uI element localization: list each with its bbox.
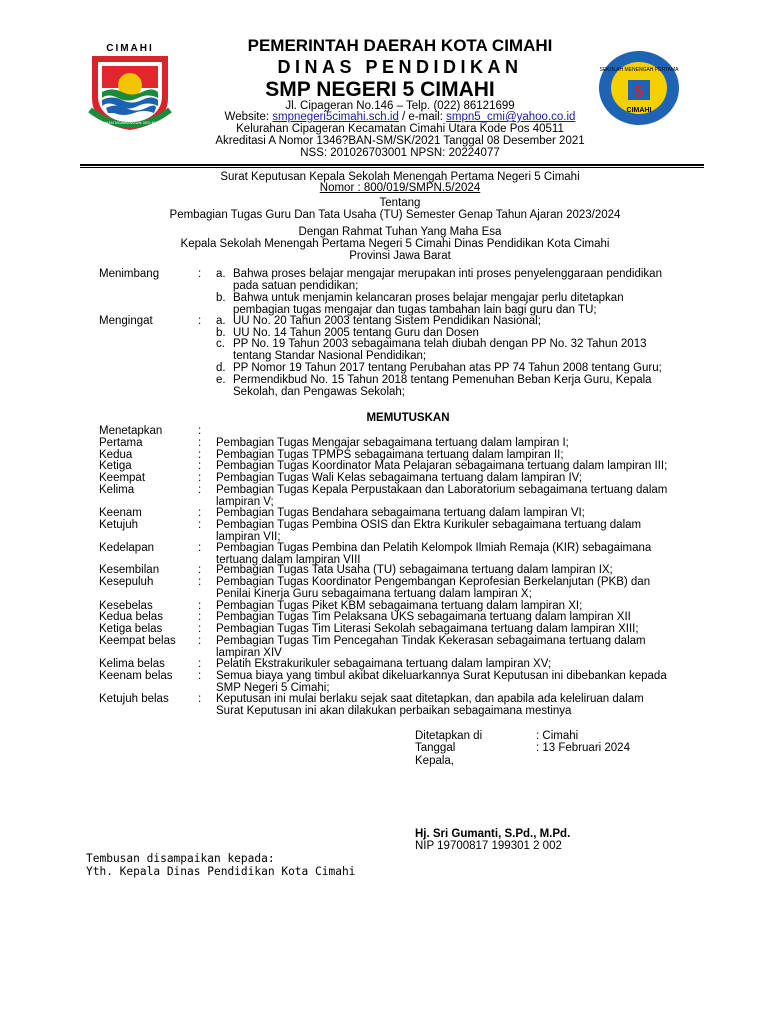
mengingat-mark: b. [216, 327, 226, 339]
decision-text: Pembagian Tugas Bendahara sebagaimana tertuang dalam lampiran VI; [216, 507, 585, 519]
decision-label: Kedelapan [99, 542, 154, 554]
decision-text: Pembagian Tugas Koordinator Mata Pelajaran sebagaimana tertuang dalam lampiran III; [216, 460, 668, 472]
decision-text: Pembagian Tugas TPMPS sebagaimana tertuang dalam lampiran II; [216, 449, 564, 461]
decision-colon: : [198, 635, 202, 647]
mengingat-mark: e. [216, 374, 226, 386]
decision-colon: : [198, 484, 202, 496]
decision-label: Kelima belas [99, 658, 165, 670]
logo-left-title: CIMAHI [106, 43, 154, 54]
ditetapkan-value: : Cimahi [536, 730, 579, 742]
decision-label: Ketiga [99, 460, 132, 472]
mengingat-label: Mengingat [99, 315, 153, 327]
decision-colon: : [198, 693, 202, 705]
decision-colon: : [198, 542, 202, 554]
tembusan-recipient: Yth. Kepala Dinas Pendidikan Kota Cimahi [86, 865, 356, 878]
mengingat-item: PP Nomor 19 Tahun 2017 tentang Perubahan atas PP 74 Tahun 2008 tentang Guru; [233, 362, 662, 374]
ditetapkan-label: Ditetapkan di [415, 730, 483, 742]
signatory-nip: NIP 19700817 199301 2 002 [415, 840, 562, 852]
decision-label: Kedua [99, 449, 133, 461]
decision-label: Kelima [99, 484, 135, 496]
decision-label: Kesembilan [99, 564, 160, 576]
decree-kepala: Kepala Sekolah Menengah Pertama Negeri 5 Cimahi Dinas Pendidikan Kota Cimahi [180, 238, 610, 250]
menimbang-item: Bahwa untuk menjamin kelancaran proses belajar mengajar perlu ditetapkan [233, 292, 624, 304]
mengingat-item: Permendikbud No. 15 Tahun 2018 tentang Pemenuhan Beban Kerja Guru, Kepala [233, 374, 652, 386]
tanggal-value: : 13 Februari 2024 [536, 742, 630, 754]
header-divider [80, 164, 704, 166]
menimbang-item-cont: pembagian tugas mengajar dan tugas tambahan lain bagi guru dan TU; [233, 304, 597, 316]
decision-text: Semua biaya yang timbul akibat dikeluarkannya Surat Keputusan ini dibebankan kepada [216, 670, 667, 682]
header-government: PEMERINTAH DAERAH KOTA CIMAHI [247, 36, 553, 55]
decision-text: Pembagian Tugas Wali Kelas sebagaimana tertuang dalam lampiran IV; [216, 472, 583, 484]
header-department: DINAS PENDIDIKAN [277, 57, 523, 77]
decision-colon: : [198, 658, 202, 670]
decision-label: Kesepuluh [99, 576, 154, 588]
decision-text: Pembagian Tugas Tim Pelaksana UKS sebagaimana tertuang dalam lampiran XII [216, 611, 631, 623]
decision-text: Pembagian Tugas Tata Usaha (TU) sebagaimana tertuang dalam lampiran IX; [216, 564, 613, 576]
decision-text-cont: lampiran VII; [216, 531, 281, 543]
decision-label: Kesebelas [99, 600, 153, 612]
decision-text: Pelatih Ekstrakurikuler sebagaimana tertuang dalam lampiran XV; [216, 658, 552, 670]
mengingat-mark: d. [216, 362, 226, 374]
menimbang-mark: b. [216, 292, 226, 304]
memutuskan-heading: MEMUTUSKAN [366, 412, 450, 424]
decision-colon: : [198, 519, 202, 531]
menimbang-mark: a. [216, 268, 226, 280]
decision-text-cont: lampiran XIV [216, 647, 282, 659]
email-label: / e-mail: [398, 111, 447, 123]
decision-colon: : [198, 507, 202, 519]
decision-text-cont: Surat Keputusan ini akan dilakukan perbaikan sebagaimana mestinya [216, 705, 572, 717]
decision-text-cont: lampiran V; [216, 496, 274, 508]
menimbang-colon: : [198, 268, 202, 280]
decision-text: Pembagian Tugas Kepala Perpustakaan dan Laboratorium sebagaimana tertuang dalam [216, 484, 668, 496]
decision-label: Keenam [99, 507, 142, 519]
logo-right-caption: SEKOLAH MENENGAH PERTAMA [599, 67, 679, 73]
header-school-name: SMP NEGERI 5 CIMAHI [265, 78, 495, 101]
decision-text: Pembagian Tugas Pembina dan Pelatih Kelompok Ilmiah Remaja (KIR) sebagaimana [216, 542, 652, 554]
decision-colon: : [198, 670, 202, 682]
header-nss: NSS: 201026703001 NPSN: 20224077 [300, 147, 500, 159]
decree-number [150, 182, 650, 194]
kepala-title: Kepala, [415, 755, 455, 767]
decision-colon: : [198, 437, 202, 449]
menimbang-item: Bahwa proses belajar mengajar merupakan inti proses penyelenggaraan pendidikan [233, 268, 662, 280]
logo-right-city: CIMAHI [626, 107, 652, 114]
decree-provinsi: Provinsi Jawa Barat [349, 250, 451, 262]
decision-text-cont: Penilai Kinerja Guru sebagaimana tertuang dalam lampiran X; [216, 588, 532, 600]
header-address: Jl. Cipageran No.146 – Telp. (022) 86121699 [285, 100, 515, 112]
decision-colon: : [198, 472, 202, 484]
mengingat-item: PP No. 19 Tahun 2003 sebagaimana telah diubah dengan PP No. 32 Tahun 2013 [233, 338, 647, 350]
mengingat-colon: : [198, 315, 202, 327]
header-kelurahan: Kelurahan Cipageran Kecamatan Cimahi Utara Kode Pos 40511 [236, 123, 564, 135]
logo-right-number: 5 [634, 84, 644, 101]
decision-colon: : [198, 576, 202, 588]
decision-label: Ketiga belas [99, 623, 163, 635]
decree-title: Surat Keputusan Kepala Sekolah Menengah Pertama Negeri 5 Cimahi [220, 171, 580, 183]
decision-colon: : [198, 623, 202, 635]
website-link[interactable]: smpnegeri5cimahi.sch.id [272, 111, 399, 123]
decision-text: Pembagian Tugas Koordinator Pengembangan Keprofesian Berkelanjutan (PKB) dan [216, 576, 651, 588]
tanggal-label: Tanggal [415, 742, 456, 754]
header-divider-thin [80, 167, 704, 168]
decision-colon: : [198, 460, 202, 472]
decision-text: Pembagian Tugas Tim Pencegahan Tindak Kekerasan sebagaimana tertuang dalam [216, 635, 646, 647]
decision-label: Keenam belas [99, 670, 173, 682]
logo-left-motto: SAUYUNAN NGAWANGUN JATI MANDIRI [91, 120, 169, 125]
decision-text: Keputusan ini mulai berlaku sejak saat ditetapkan, dan apabila ada keleliruan dalam [216, 693, 644, 705]
decision-label: Pertama [99, 437, 143, 449]
decree-tentang: Tentang [379, 197, 421, 209]
decision-colon: : [198, 600, 202, 612]
decision-text: Pembagian Tugas Tim Literasi Sekolah sebagaimana tertuang dalam lampiran XIII; [216, 623, 639, 635]
decision-colon: : [198, 611, 202, 623]
decision-text-cont: tertuang dalam lampiran VIII [216, 554, 361, 566]
decree-subject: Pembagian Tugas Guru Dan Tata Usaha (TU) Semester Genap Tahun Ajaran 2023/2024 [169, 209, 621, 221]
decision-label: Kedua belas [99, 611, 163, 623]
mengingat-item-cont: tentang Standar Nasional Pendidikan; [233, 350, 427, 362]
email-link[interactable]: smpn5_cmi@yahoo.co.id [446, 111, 576, 123]
decision-label: Ketujuh belas [99, 693, 169, 705]
decision-text: Pembagian Tugas Piket KBM sebagaimana tertuang dalam lampiran XI; [216, 600, 583, 612]
menimbang-label: Menimbang [99, 268, 160, 280]
decision-text: Pembagian Tugas Pembina OSIS dan Ektra Kurikuler sebagaimana tertuang dalam [216, 519, 642, 531]
decision-label: Keempat [99, 472, 146, 484]
mengingat-item: UU No. 14 Tahun 2005 tentang Guru dan Dosen [233, 327, 479, 339]
menetapkan-label: Menetapkan [99, 425, 163, 437]
decision-text-cont: SMP Negeri 5 Cimahi; [216, 682, 330, 694]
decree-rahmat: Dengan Rahmat Tuhan Yang Maha Esa [298, 226, 502, 238]
decision-colon: : [198, 564, 202, 576]
header-contact [150, 111, 650, 123]
decision-text: Pembagian Tugas Mengajar sebagaimana tertuang dalam lampiran I; [216, 437, 569, 449]
mengingat-mark: c. [216, 338, 225, 350]
website-label: Website: [224, 111, 273, 123]
menetapkan-colon: : [198, 425, 202, 437]
menimbang-item-cont: pada satuan pendidikan; [233, 280, 359, 292]
decree-number-text: Nomor : 800/019/SMPN.5/2024 [319, 182, 481, 194]
decision-colon: : [198, 449, 202, 461]
decision-label: Keempat belas [99, 635, 176, 647]
mengingat-mark: a. [216, 315, 226, 327]
decision-label: Ketujuh [99, 519, 139, 531]
header-akreditasi: Akreditasi A Nomor 1346?BAN-SM/SK/2021 Tanggal 08 Desember 2021 [215, 135, 585, 147]
signatory-name: Hj. Sri Gumanti, S.Pd., M.Pd. [415, 828, 571, 840]
mengingat-item: UU No. 20 Tahun 2003 tentang Sistem Pendidikan Nasional; [233, 315, 541, 327]
mengingat-item-cont: Sekolah, dan Pengawas Sekolah; [233, 386, 405, 398]
tembusan-heading: Tembusan disampaikan kepada: [86, 852, 275, 865]
